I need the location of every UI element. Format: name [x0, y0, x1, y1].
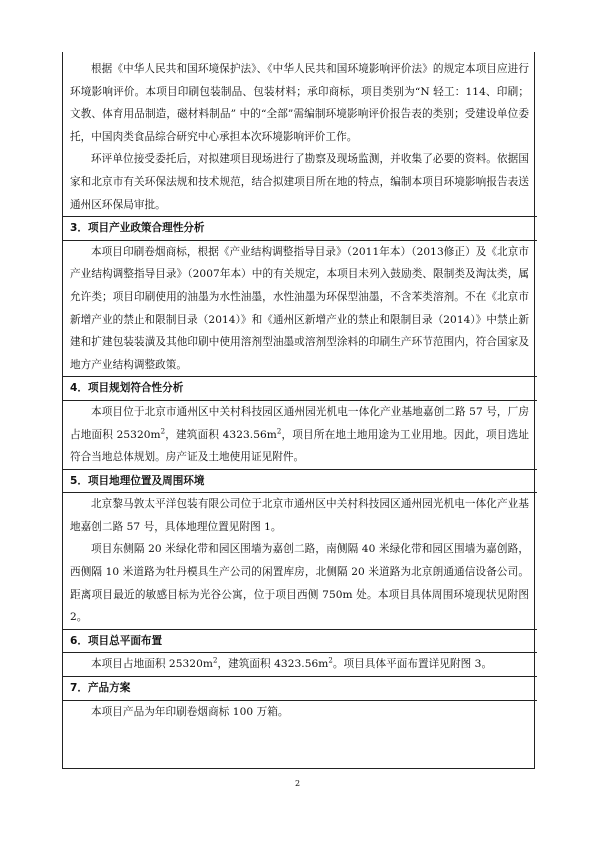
section-title-layout: 6．项目总平面布置	[70, 634, 163, 647]
superscript: 2	[212, 656, 218, 665]
page-number: 2	[294, 779, 301, 788]
text-run: ，建筑面积 4323.56m	[217, 658, 329, 671]
section-title-product: 7．产品方案	[70, 682, 131, 695]
document-body	[70, 58, 529, 723]
section-title-planning: 4．项目规划符合性分析	[70, 382, 184, 395]
paragraph: 环评单位接受委托后，对拟建项目现场进行了勘察及现场监测，并收集了必要的资料。依据国家和北京市有关环保法规和技术规范，结合拟建项目所在地的特点，编制本项目环境影响报告表送通州区环保局审批。	[70, 153, 529, 211]
superscript: 2	[276, 426, 282, 435]
text-run: 。项目具体平面布置详见附图 3。	[332, 658, 493, 671]
section-title-location: 5．项目地理位置及周围环境	[70, 474, 205, 487]
paragraph-planning	[70, 401, 529, 469]
paragraph: 项目东侧隔 20 米绿化带和园区围墙为嘉创二路，南侧隔 40 米绿化带和园区围墙为嘉创路，西侧隔 10 米道路为牡丹模具生产公司的闲置库房，北侧隔 20 米道路为北京朗通通信设备公司。距离项目最近的敏感目标为光谷公寓，位于项目西侧 750m 处。本项目具体周围环境现状见附图 2。	[70, 543, 529, 624]
text-run: ，建筑面积 4323.56m	[165, 428, 277, 441]
paragraph: 北京黎马敦太平洋包装有限公司位于北京市通州区中关村科技园区通州园光机电一体化产业基地嘉创二路 57 号，具体地理位置见附图 1。	[70, 498, 529, 533]
paragraph: 本项目印刷卷烟商标，根据《产业结构调整指导目录》（2011年本）（2013修正）及《北京市产业结构调整指导目录》（2007年本）中的有关规定，本项目未列入鼓励类、限制类及淘汰类，属允许类；项目印刷使用的油墨为水性油墨，水性油墨为环保型油墨，不含苯类溶剂。不在《北京市新增产业的禁止和限制目录（2014）》和《通州区新增产业的禁止和限制目录（2014）》中禁止新建和扩建包装装潢及其他印刷中使用溶剂型油墨或溶剂型涂料的印刷生产环节范围内，符合国家及地方产业结构调整政策。	[70, 245, 529, 371]
text-run: 本项目位于北京市通州区中关村科技园区通州园光机电一体化产业基地嘉创二路 57 号，厂房占地面积 25320m	[70, 405, 529, 441]
superscript: 2	[328, 656, 333, 665]
text-run: ，项目所在地土地用途为工业用地。因此，项目选址符合当地总体规划。房产证及土地使用证见附件。	[70, 428, 529, 464]
superscript: 2	[160, 426, 166, 435]
paragraph: 根据《中华人民共和国环境保护法》、《中华人民共和国环境影响评价法》的规定本项目应进行环境影响评价。本项目印刷包装制品、包装材料；承印商标，项目类别为“N 轻工：114、印刷；文教、体育用品制造，磁材料制品” 中的“全部”需编制环境影响评价报告表的类别；受建设单位委托，中国肉类食品综合研究中心承担本次环境影响评价工作。	[70, 63, 529, 143]
paragraph: 本项目产品为年印刷卷烟商标 100 万箱。	[91, 705, 289, 718]
text-run: 本项目占地面积 25320m	[91, 658, 213, 671]
paragraph-layout	[70, 653, 529, 676]
section-title-industry-policy: 3．项目产业政策合理性分析	[70, 222, 205, 235]
